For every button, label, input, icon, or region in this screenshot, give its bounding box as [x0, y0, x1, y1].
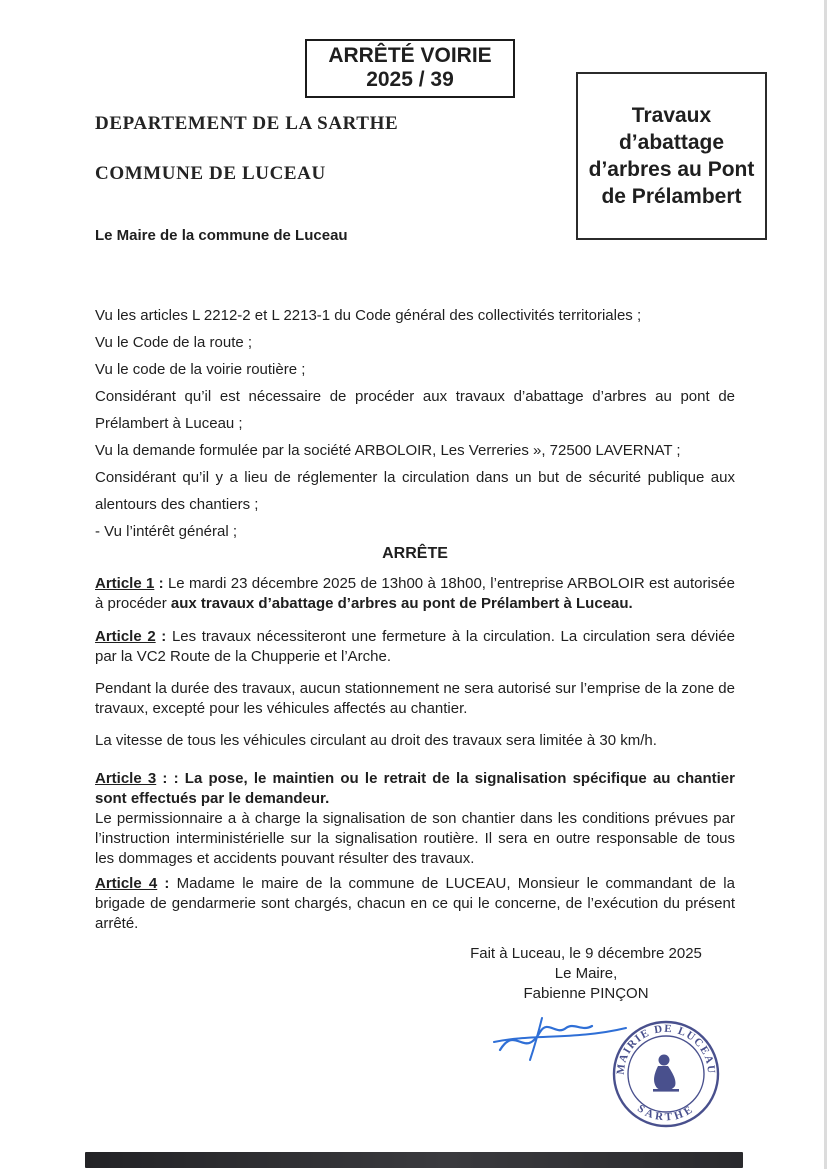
stamp-emblem-base: [653, 1089, 679, 1092]
signature-stroke-3: [530, 1018, 542, 1060]
article-3-label: Article 3: [95, 770, 157, 787]
article-1-label: Article 1: [95, 575, 155, 592]
subject-box: [576, 72, 767, 240]
article-4-paragraph: [95, 874, 735, 934]
municipal-stamp: [610, 1018, 722, 1130]
subject-box-text: Travaux d’abattage d’arbres au Pont de Prélambert: [588, 104, 755, 208]
article-1-paragraph: [95, 574, 735, 614]
commune-heading: COMMUNE DE LUCEAU: [95, 163, 326, 184]
article-3-text: Le permissionnaire a à charge la signalisation de son chantier dans les conditions prévues par l’instruction interministérielle sur la signalisation routière. Il sera en outre responsable de tous les dommages et accidents pouvant résulter des travaux.: [95, 810, 735, 867]
preamble-paragraph: Vu le code de la voirie routière ;: [95, 361, 306, 378]
article-4-label: Article 4: [95, 875, 158, 892]
paragraph-vitesse-text: La vitesse de tous les véhicules circulant au droit des travaux sera limitée à 30 km/h.: [95, 732, 657, 749]
arrete-box-title: ARRÊTÉ VOIRIE: [328, 44, 492, 67]
preamble-section: [95, 302, 735, 545]
article-2-label: Article 2: [95, 628, 156, 645]
article-1-separator: :: [154, 575, 168, 592]
article-3-bold-text: : La pose, le maintien ou le retrait de la signalisation spécifique au chantier sont effectués par le demandeur.: [95, 770, 735, 807]
paragraph-vitesse: [95, 731, 735, 751]
article-4-separator: :: [157, 875, 177, 892]
stamp-emblem: [653, 1055, 679, 1092]
paragraph-stationnement: [95, 679, 735, 719]
article-2-text: Les travaux nécessiteront une fermeture à la circulation. La circulation sera déviée par la VC2 Route de la Chupperie et l’Arche.: [95, 628, 735, 665]
article-2: [95, 627, 735, 667]
article-4-text: Madame le maire de la commune de LUCEAU, Monsieur le commandant de la brigade de gendarmerie sont chargés, chacun en ce qui le concerne, de l’exécution du présent arrêté.: [95, 875, 735, 932]
issuer-line: Le Maire de la commune de Luceau: [95, 227, 348, 244]
preamble-paragraph: - Vu l’intérêt général ;: [95, 523, 238, 540]
arrete-box-number: 2025 / 39: [366, 68, 454, 91]
article-3-separator: :: [156, 770, 174, 787]
stamp-emblem-body: [654, 1066, 675, 1090]
article-1-bold-text: aux travaux d’abattage d’arbres au pont de Prélambert à Luceau.: [170, 595, 633, 612]
article-1-text: Le mardi 23 décembre 2025 de 13h00 à 18h00, l’entreprise ARBOLOIR est autorisée à procéder: [95, 575, 735, 612]
article-4: [95, 874, 735, 934]
article-2-separator: :: [155, 628, 172, 645]
preamble-paragraph: Vu la demande formulée par la société ARBOLOIR, Les Verreries », 72500 LAVERNAT ;: [95, 442, 681, 459]
preamble-paragraph: Considérant qu’il y a lieu de réglementer la circulation dans un but de sécurité publique aux alentours des chantiers ;: [95, 469, 735, 513]
signature-place-date: Fait à Luceau, le 9 décembre 2025: [470, 945, 702, 962]
article-1: [95, 574, 735, 614]
arrete-number-box: [305, 39, 515, 98]
preamble-paragraph: Considérant qu’il est nécessaire de procéder aux travaux d’abattage d’arbres au pont de Prélambert à Luceau ;: [95, 388, 735, 432]
preamble-paragraph: Vu le Code de la route ;: [95, 334, 253, 351]
departement-heading: DEPARTEMENT DE LA SARTHE: [95, 113, 399, 134]
signature-block: [430, 944, 742, 1004]
signature-stroke-1: [500, 1026, 592, 1050]
signature-scribble: [490, 1006, 630, 1068]
preamble-paragraph: Vu les articles L 2212-2 et L 2213-1 du Code général des collectivités territoriales ;: [95, 307, 642, 324]
article-2-paragraph: [95, 627, 735, 667]
article-3: [95, 769, 735, 869]
stamp-top-text: MAIRIE DE LUCEAU: [614, 1022, 718, 1076]
signature-title: Le Maire,: [554, 965, 618, 982]
decree-heading: ARRÊTE: [382, 545, 448, 562]
paragraph-stationnement-text: Pendant la durée des travaux, aucun stationnement ne sera autorisé sur l’emprise de la zone de travaux, excepté pour les véhicules affectés au chantier.: [95, 680, 735, 717]
signature-name: Fabienne PINÇON: [523, 985, 649, 1002]
scan-artifact-bar: [85, 1152, 743, 1168]
stamp-emblem-head: [659, 1055, 670, 1066]
article-3-bold-paragraph: [95, 769, 735, 809]
stamp-bottom-text: SARTHE: [635, 1102, 697, 1124]
